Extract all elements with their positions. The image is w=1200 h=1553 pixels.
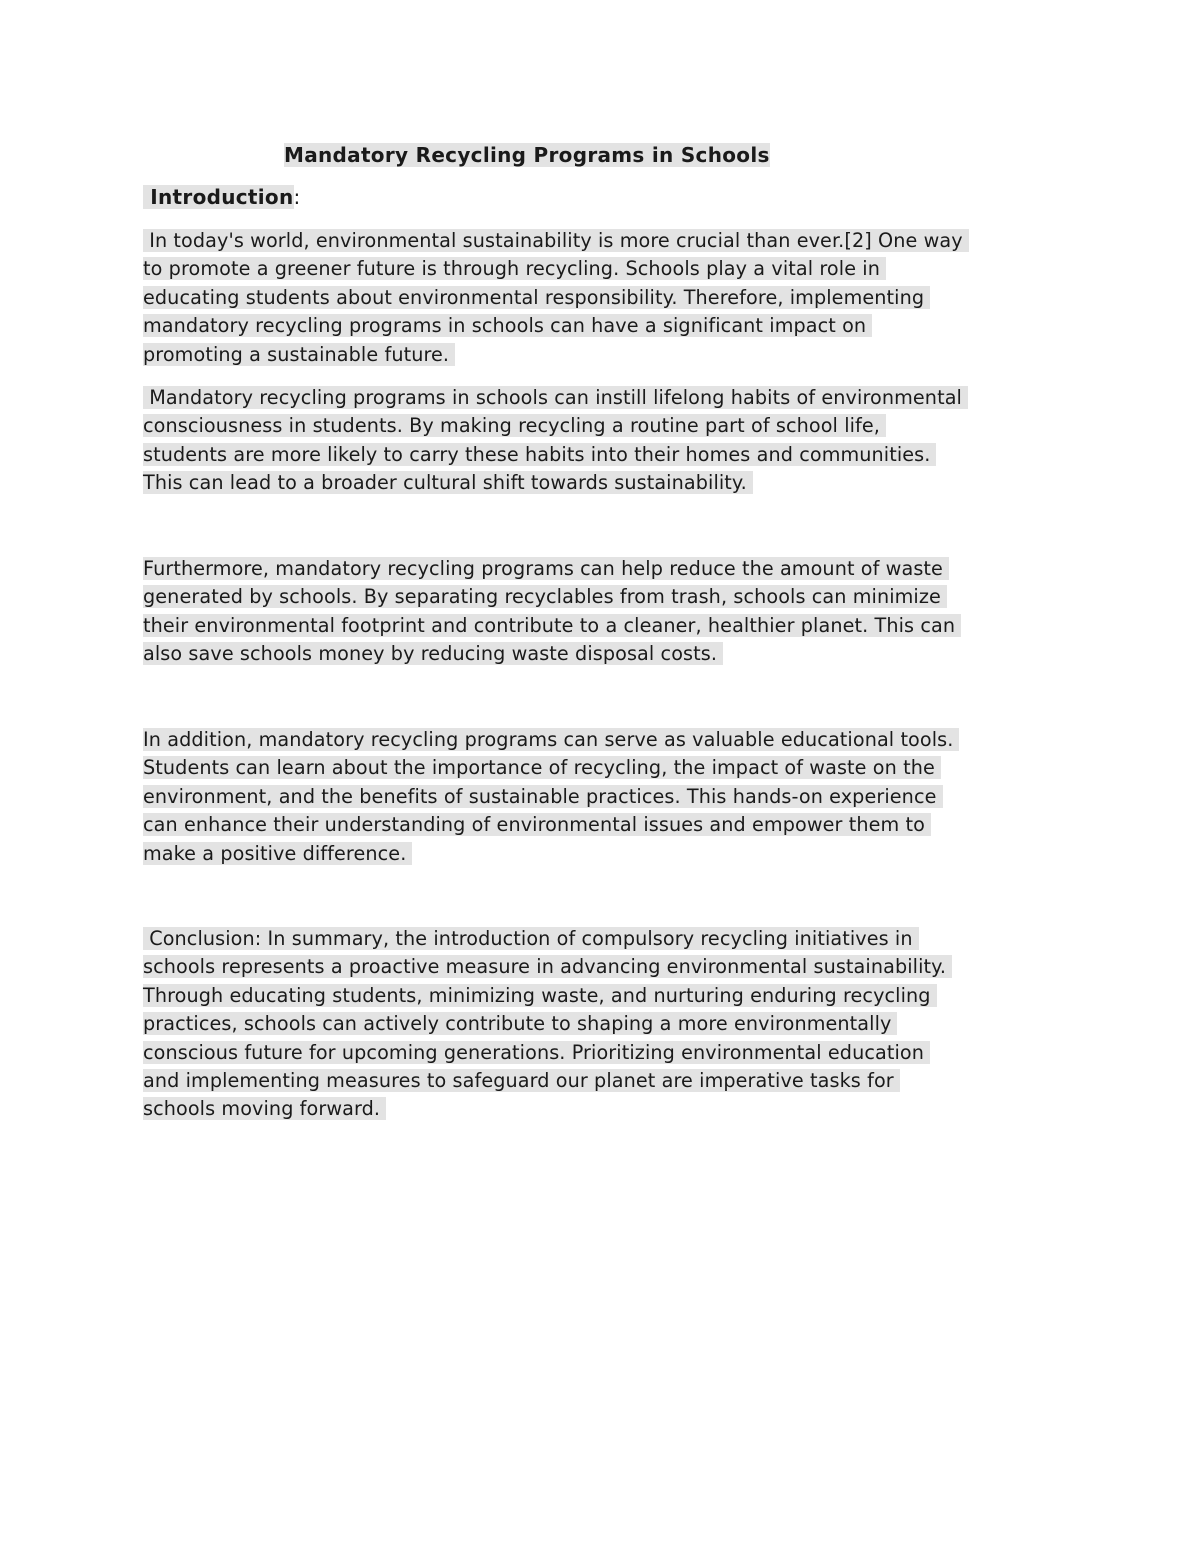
paragraph-line: educating students about environmental responsibility. Therefore, implementing (143, 284, 1063, 312)
paragraph-line: generated by schools. By separating recyclables from trash, schools can minimize (143, 583, 1063, 611)
paragraph-line: to promote a greener future is through recycling. Schools play a vital role in (143, 255, 1063, 283)
paragraph-line: also save schools money by reducing waste disposal costs. (143, 640, 1063, 668)
document-title (284, 141, 770, 169)
paragraph-line: Students can learn about the importance of recycling, the impact of waste on the (143, 754, 1063, 782)
paragraph-line: Furthermore, mandatory recycling programs can help reduce the amount of waste (143, 555, 1063, 583)
paragraph-line: promoting a sustainable future. (143, 341, 1063, 369)
paragraph-educational-tools (143, 726, 1063, 868)
paragraph-line: can enhance their understanding of environmental issues and empower them to (143, 811, 1063, 839)
introduction-heading-colon: : (293, 185, 301, 209)
document-title-text: Mandatory Recycling Programs in Schools (284, 143, 770, 167)
paragraph-line: schools represents a proactive measure in advancing environmental sustainability. (143, 953, 1063, 981)
introduction-heading (143, 183, 301, 211)
paragraph-line: students are more likely to carry these habits into their homes and communities. (143, 441, 1063, 469)
paragraph-line: Through educating students, minimizing waste, and nurturing enduring recycling (143, 982, 1063, 1010)
paragraph-line: mandatory recycling programs in schools can have a significant impact on (143, 312, 1063, 340)
paragraph-line: In addition, mandatory recycling programs can serve as valuable educational tools. (143, 726, 1063, 754)
paragraph-waste-reduction (143, 555, 1063, 669)
paragraph-line: practices, schools can actively contribute to shaping a more environmentally (143, 1010, 1063, 1038)
paragraph-line: Mandatory recycling programs in schools can instill lifelong habits of environmental (143, 384, 1063, 412)
paragraph-line: This can lead to a broader cultural shift towards sustainability. (143, 469, 1063, 497)
paragraph-conclusion (143, 925, 1063, 1124)
paragraph-line: make a positive difference. (143, 840, 1063, 868)
paragraph-line: environment, and the benefits of sustainable practices. This hands-on experience (143, 783, 1063, 811)
paragraph-line: In today's world, environmental sustainability is more crucial than ever.[2] One way (143, 227, 1063, 255)
introduction-heading-text: Introduction (143, 185, 294, 209)
paragraph-line: their environmental footprint and contribute to a cleaner, healthier planet. This can (143, 612, 1063, 640)
paragraph-line: conscious future for upcoming generations. Prioritizing environmental education (143, 1039, 1063, 1067)
paragraph-line: schools moving forward. (143, 1095, 1063, 1123)
paragraph-introduction (143, 227, 1063, 369)
paragraph-habits (143, 384, 1063, 498)
paragraph-line: consciousness in students. By making recycling a routine part of school life, (143, 412, 1063, 440)
paragraph-line: Conclusion: In summary, the introduction of compulsory recycling initiatives in (143, 925, 1063, 953)
paragraph-line: and implementing measures to safeguard our planet are imperative tasks for (143, 1067, 1063, 1095)
